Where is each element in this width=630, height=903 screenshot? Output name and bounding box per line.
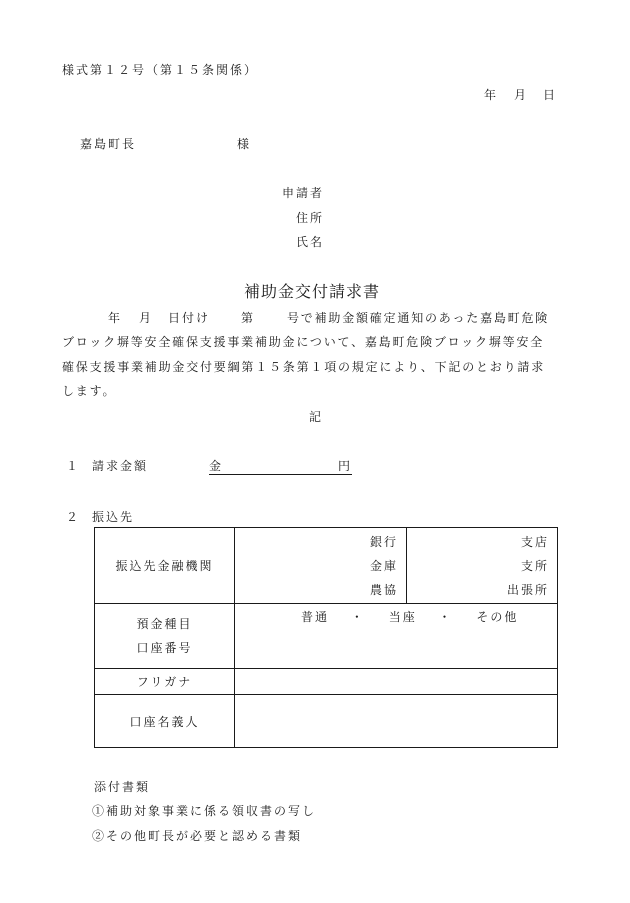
furigana-value-cell[interactable] [235,669,558,695]
furigana-label-cell [95,669,235,695]
bank-type-cell[interactable] [235,528,407,604]
applicant-name-label: 氏名 [296,235,325,249]
branch-type-shisho: 支所 [520,558,549,573]
body-month: 月 [139,311,152,325]
addressee-honorific: 様 [237,137,250,151]
holder-label-cell [95,695,235,748]
body-dai: 第 [241,311,254,325]
amount-line[interactable] [209,458,352,475]
account-option-other[interactable]: その他 [476,610,519,624]
document-title: 補助金交付請求書 [244,282,381,301]
branch-type-cell[interactable] [407,528,558,604]
institution-row [95,528,558,604]
ki-heading: 記 [309,410,322,424]
applicant-address-label: 住所 [296,211,325,225]
body-line3: 確保支援事業補助金交付要綱第１５条第１項の規定により、下記のとおり請求 [62,360,546,374]
account-label-cell [95,604,235,669]
item2-number: ２ [66,510,79,524]
holder-row [95,695,558,748]
furigana-label: フリガナ [136,675,193,689]
bank-transfer-table [94,527,558,748]
branch-type-shutchojo: 出張所 [506,582,549,597]
option-separator-2: ・ [438,610,453,624]
form-number: 様式第１２号（第１５条関係） [62,63,259,77]
holder-label: 口座名義人 [129,714,200,729]
amount-yen: 円 [337,459,350,473]
furigana-row [95,669,558,695]
bank-type-nokyo: 農協 [369,582,398,597]
bank-type-bank: 銀行 [369,534,398,549]
date-day: 日 [543,88,556,102]
account-type-label: 預金種目 [136,617,193,631]
date-year: 年 [484,88,497,102]
date-month: 月 [514,88,527,102]
account-type-options[interactable] [235,604,557,630]
amount-kin: 金 [209,459,222,473]
applicant-label: 申請者 [282,186,325,200]
body-line2: ブロック塀等安全確保支援事業補助金について、嘉島町危険ブロック塀等安全 [62,335,545,349]
bank-type-kinko: 金庫 [369,558,398,573]
branch-type-shiten: 支店 [520,534,549,549]
account-option-toza[interactable]: 当座 [388,610,417,624]
institution-label: 振込先金融機関 [115,559,214,573]
item1-label: 請求金額 [92,459,149,473]
body-day: 日付け [168,311,211,325]
addressee-name: 嘉島町長 [80,137,137,151]
account-value-cell[interactable] [235,604,558,669]
account-option-futsu[interactable]: 普通 [301,610,330,624]
body-year: 年 [108,311,121,325]
item2-label: 振込先 [92,510,135,524]
body-line4: します。 [62,384,117,398]
attachments-heading: 添付書類 [94,780,151,794]
attachment-item-1: ①補助対象事業に係る領収書の写し [92,804,317,818]
option-separator-1: ・ [350,610,365,624]
attachment-item-2: ②その他町長が必要と認める書類 [92,829,303,843]
item1-number: １ [66,459,79,473]
account-number-label: 口座番号 [136,641,193,655]
body-line1-rest: 号で補助金額確定通知のあった嘉島町危険 [287,311,550,325]
institution-label-cell [95,528,235,604]
account-row [95,604,558,669]
holder-value-cell[interactable] [235,695,558,748]
